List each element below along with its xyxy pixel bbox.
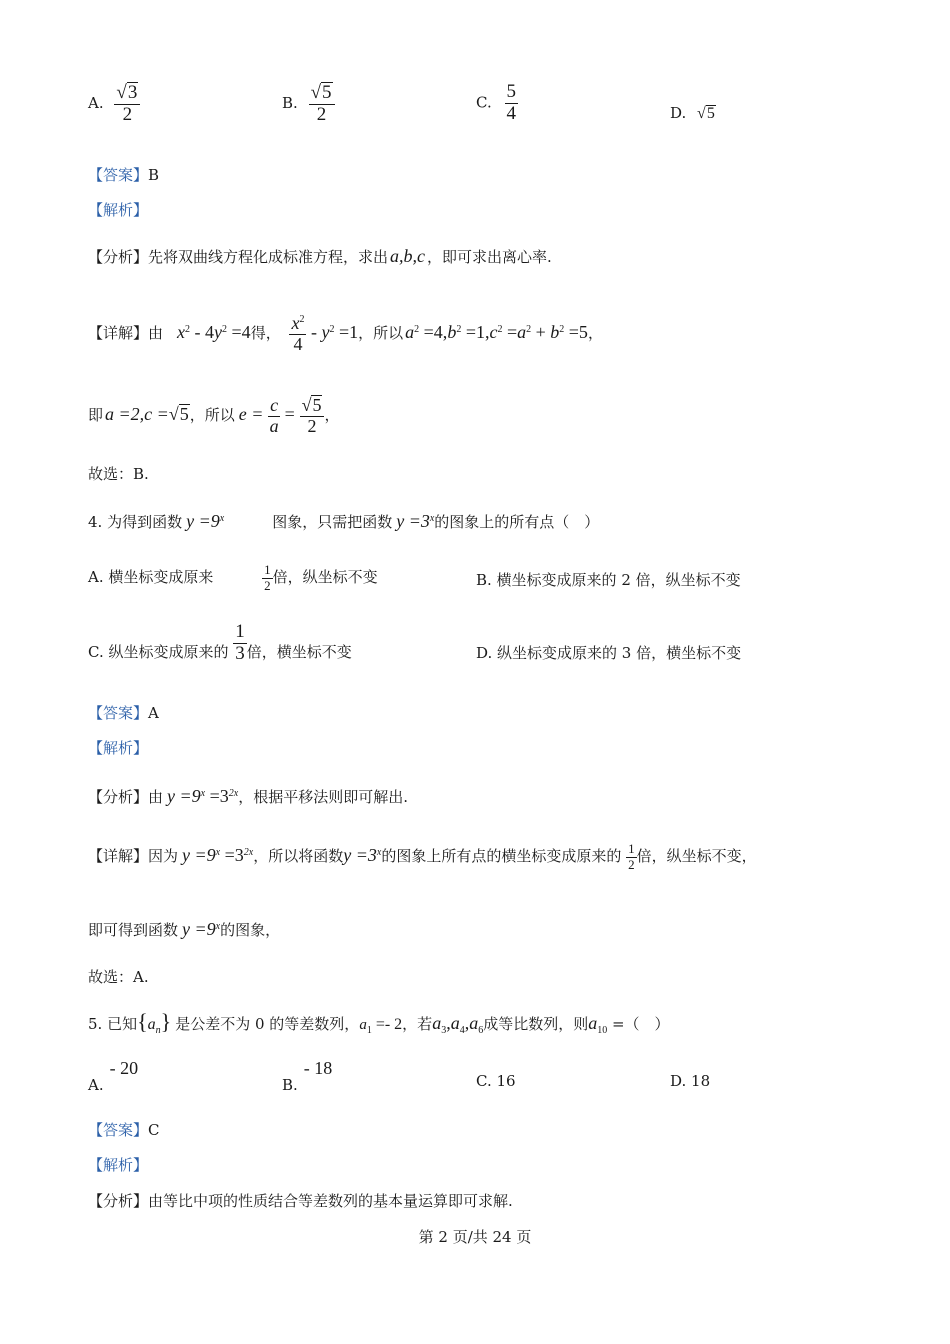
term: e = xyxy=(238,404,264,424)
var-a: a xyxy=(588,1013,598,1033)
text: 由等比中项的性质结合等差数列的基本量运算即可求解. xyxy=(148,1192,513,1210)
q5-fenxi xyxy=(88,1190,513,1211)
q5-option-c: C. 16 xyxy=(476,1072,516,1090)
subscript: 1 xyxy=(366,1025,372,1036)
term: =4 xyxy=(227,322,251,342)
text: 图象，只需把函数 xyxy=(272,513,393,531)
term: a =2, xyxy=(105,404,145,424)
q3-line2 xyxy=(88,384,339,444)
q5-option-a xyxy=(88,1058,138,1098)
exp: 2x xyxy=(228,788,239,799)
fraction xyxy=(505,82,519,125)
option-label: A. xyxy=(88,1076,104,1094)
fenxi-text: 先将双曲线方程化成标准方程，求出 xyxy=(148,248,389,266)
fenxi-tag: 【分析】 xyxy=(88,248,149,266)
numerator: 5 xyxy=(506,81,516,102)
term: =- 2 xyxy=(371,1016,403,1033)
term: y =3 xyxy=(343,845,377,865)
q3-option-d xyxy=(670,104,716,123)
exp: 2 xyxy=(299,313,305,325)
exp: 2 xyxy=(526,324,532,335)
answer-tag: 【答案】 xyxy=(88,704,149,722)
answer-value: A xyxy=(148,704,159,722)
term: y =9 xyxy=(182,845,216,865)
q4-stem xyxy=(88,506,599,535)
q3-option-b xyxy=(282,82,335,126)
xiangjie-tag: 【详解】 xyxy=(88,847,149,865)
q3-option-a xyxy=(88,82,140,126)
var-c: c xyxy=(489,322,498,342)
fraction xyxy=(289,314,306,355)
fenxi-tag: 【分析】 xyxy=(88,1192,149,1210)
text: 是公差不为 0 的等差数列， xyxy=(175,1015,360,1033)
exp: x xyxy=(219,513,225,524)
exp: 2 xyxy=(185,324,191,335)
option-text: C. 纵坐标变成原来的 xyxy=(88,643,229,661)
var-a: a xyxy=(147,1016,156,1033)
fenxi-text-2: ，即可求出离心率. xyxy=(427,248,552,266)
text: ，根据平移法则即可解出. xyxy=(238,788,409,806)
q4-fenxi xyxy=(88,781,408,810)
term: =3 xyxy=(205,786,229,806)
term: y =9 xyxy=(167,786,201,806)
q3-option-c xyxy=(476,82,518,125)
numerator: 1 xyxy=(235,620,245,642)
exp: 2 xyxy=(329,324,335,335)
var-y: y xyxy=(214,322,223,342)
option-label: B. xyxy=(282,1076,298,1094)
denominator: 2 xyxy=(628,856,635,872)
var-a: a xyxy=(517,322,527,342)
var-b: b xyxy=(447,322,457,342)
term: - 4 xyxy=(190,322,215,342)
text: 的图象， xyxy=(220,921,281,939)
text: 由 xyxy=(148,788,164,806)
option-label: A. xyxy=(88,93,104,112)
term: =4, xyxy=(419,322,448,342)
radicand: 3 xyxy=(127,82,138,103)
text: 即 xyxy=(88,406,104,424)
answer-tag: 【答案】 xyxy=(88,166,149,184)
q5-option-b xyxy=(282,1058,332,1098)
fraction xyxy=(262,563,273,593)
answer-value: B xyxy=(148,166,160,184)
var-x: x xyxy=(291,312,300,333)
q4-xiangjie xyxy=(88,830,757,880)
q4-option-a xyxy=(88,552,378,602)
term: = xyxy=(502,322,518,342)
text: ，若 xyxy=(402,1015,433,1033)
text: 4. 为得到函数 xyxy=(88,513,183,531)
q5-answer xyxy=(88,1119,160,1140)
text: 的图象上的所有点（ ） xyxy=(434,513,600,531)
var-x: x xyxy=(177,322,186,342)
xiangjie-tag: 【详解】 xyxy=(88,324,149,342)
text: 因为 xyxy=(148,847,179,865)
option-label: C. xyxy=(476,93,492,112)
exp: 2 xyxy=(456,324,462,335)
var-a: a xyxy=(432,1013,442,1033)
option-label: D. xyxy=(670,104,687,122)
text: 倍，纵坐标不变， xyxy=(636,847,757,865)
var-a: a xyxy=(469,1013,479,1033)
answer-tag: 【答案】 xyxy=(88,1121,149,1139)
subscript: 3 xyxy=(441,1025,447,1036)
q4-option-d: D. 纵坐标变成原来的 3 倍，横坐标不变 xyxy=(476,644,742,662)
text: 得， xyxy=(250,324,281,342)
var-y: y xyxy=(321,322,330,342)
denominator: 2 xyxy=(264,577,271,593)
fraction: $\frac{√3}{2}$ xyxy=(114,82,140,126)
denominator: 3 xyxy=(235,642,245,664)
denominator: a xyxy=(269,415,279,436)
term: = xyxy=(280,404,295,424)
text: ， xyxy=(324,406,340,424)
option-value: - 20 xyxy=(109,1058,139,1078)
sqrt: √5 xyxy=(168,404,189,424)
exp: 2 xyxy=(497,324,503,335)
fraction xyxy=(268,396,280,437)
term: c = xyxy=(144,404,169,424)
option-text: A. 横坐标变成原来 xyxy=(88,568,214,586)
subscript: 6 xyxy=(478,1025,484,1036)
text: ，所以 xyxy=(358,324,404,342)
text: ， xyxy=(587,324,603,342)
option-label: B. xyxy=(282,93,298,112)
text: 5. 已知 xyxy=(88,1015,138,1033)
fenxi-tag: 【分析】 xyxy=(88,788,149,806)
function: y =9 xyxy=(186,511,220,531)
text: 的图象上所有点的横坐标变成原来的 xyxy=(381,847,622,865)
var-a: a xyxy=(405,322,415,342)
term: =1, xyxy=(461,322,490,342)
q5-jiexi-tag: 【解析】 xyxy=(88,1156,149,1174)
option-value: - 18 xyxy=(303,1058,333,1078)
text: ，所以 xyxy=(189,406,235,424)
term: =1 xyxy=(334,322,359,342)
var-a: a xyxy=(450,1013,460,1033)
q4-option-c xyxy=(88,614,352,674)
q3-xiangjie xyxy=(88,300,603,360)
fraction: $\frac{√5}{2}$ xyxy=(309,82,335,126)
q5-option-d: D. 18 xyxy=(670,1072,711,1090)
subscript: n xyxy=(155,1025,161,1036)
fraction: $\frac{√5}{2}$ xyxy=(300,395,325,437)
option-text: 倍，纵坐标不变 xyxy=(272,568,378,586)
radicand: 5 xyxy=(322,82,332,103)
exp: x xyxy=(376,847,382,858)
text: 由 xyxy=(148,324,164,342)
text: =（ ） xyxy=(607,1015,670,1033)
subscript: 10 xyxy=(597,1025,608,1036)
q4-guxuan: 故选：A. xyxy=(88,968,149,986)
term: =3 xyxy=(220,845,244,865)
fraction xyxy=(626,842,637,872)
term: + xyxy=(531,322,551,342)
q3-jiexi-tag: 【解析】 xyxy=(88,201,149,219)
denominator: 4 xyxy=(506,102,516,124)
exp: x xyxy=(200,788,206,799)
q4-answer xyxy=(88,702,159,723)
page-footer: 第 2 页/共 24 页 xyxy=(418,1228,532,1246)
numerator: 1 xyxy=(628,841,635,857)
exp: x xyxy=(215,847,221,858)
denominator: 2 xyxy=(122,103,133,125)
radicand: 5 xyxy=(179,404,189,424)
term: - xyxy=(306,322,322,342)
exp: 2 xyxy=(222,324,228,335)
term: =5 xyxy=(564,322,588,342)
q4-line2 xyxy=(88,914,280,943)
text: 即可得到函数 xyxy=(88,921,179,939)
var-a: a xyxy=(359,1017,367,1033)
numerator: 1 xyxy=(264,562,271,578)
var-b: b xyxy=(550,322,560,342)
text: ，所以将函数 xyxy=(253,847,344,865)
denominator: 2 xyxy=(307,416,317,436)
sqrt: √5 xyxy=(697,105,715,122)
q5-stem: 5. 已知$\{a_n\}$ 是公差不为 0 的等差数列，$a_1 =- 2$，若$a_3,a_4,a_6$成等比数列，则$a_{10}$ =（ ） xyxy=(88,1009,670,1036)
fraction xyxy=(233,622,247,665)
function: y =3 xyxy=(396,511,430,531)
exp: x xyxy=(429,513,435,524)
brace-open: { xyxy=(137,1009,148,1034)
option-text: 倍，横坐标不变 xyxy=(246,643,352,661)
q4-jiexi-tag: 【解析】 xyxy=(88,739,149,757)
exp: 2 xyxy=(414,324,420,335)
denominator: 2 xyxy=(316,103,327,125)
q3-fenxi xyxy=(88,246,552,267)
answer-value: C xyxy=(148,1121,160,1139)
radicand: 5 xyxy=(312,395,322,416)
numerator: c xyxy=(270,394,279,415)
vars: a,b,c xyxy=(390,246,426,266)
denominator: 4 xyxy=(293,333,303,354)
exp: 2x xyxy=(243,847,254,858)
subscript: 4 xyxy=(459,1025,465,1036)
exp: 2 xyxy=(559,324,565,335)
brace-close: } xyxy=(160,1009,172,1034)
term: y =9 xyxy=(182,919,216,939)
q3-answer xyxy=(88,164,159,185)
text: 成等比数列，则 xyxy=(483,1015,589,1033)
q4-option-b: B. 横坐标变成原来的 2 倍，纵坐标不变 xyxy=(476,571,741,589)
exp: x xyxy=(215,921,221,932)
q3-guxuan: 故选：B. xyxy=(88,465,149,483)
radicand: 5 xyxy=(706,105,715,122)
